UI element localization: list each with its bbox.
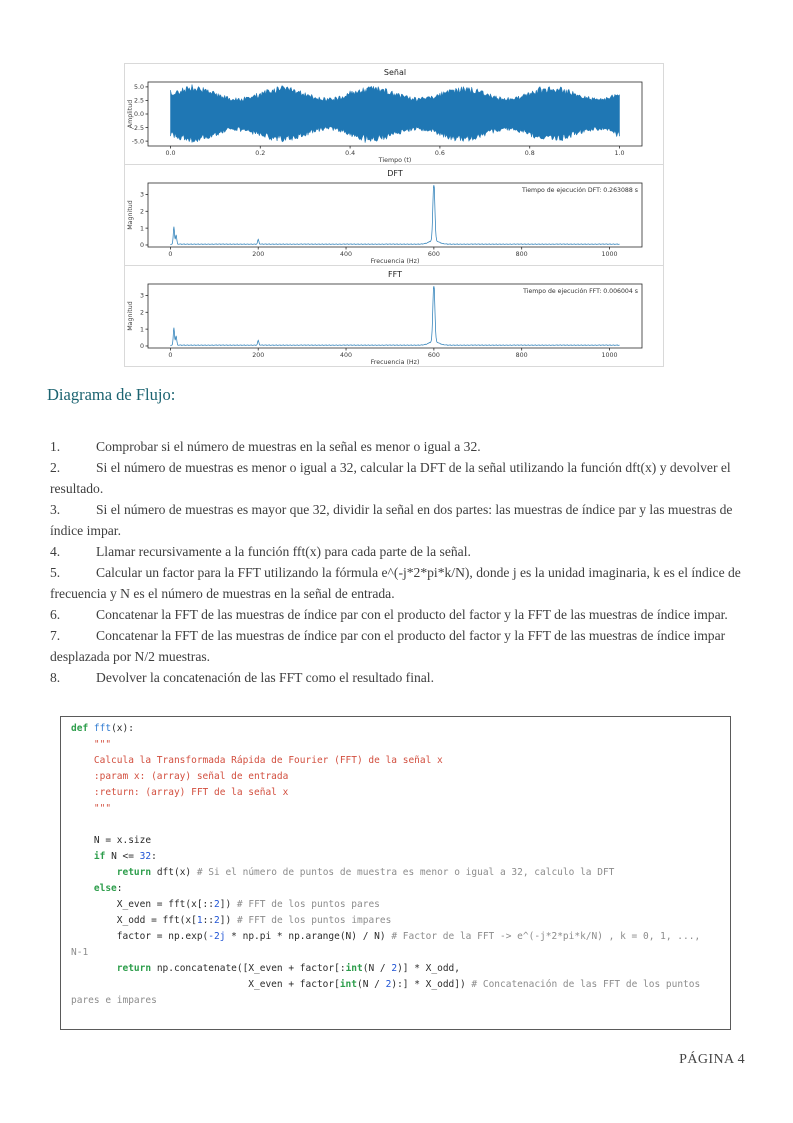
code-line: X_even + factor[int(N / 2):] * X_odd]) # Concatenación de las FFT de los puntos — [71, 979, 701, 990]
list-item — [50, 625, 747, 667]
list-item — [50, 667, 747, 688]
svg-text:2: 2 — [139, 309, 144, 317]
svg-text:400: 400 — [340, 352, 353, 359]
list-item-number: 1. — [50, 439, 61, 454]
list-item — [50, 436, 747, 457]
svg-text:0: 0 — [139, 242, 144, 250]
list-item — [50, 562, 747, 604]
list-item-number: 6. — [50, 607, 61, 622]
svg-text:Magnitud: Magnitud — [127, 200, 134, 230]
list-item — [50, 499, 747, 541]
code-line: factor = np.exp(-2j * np.pi * np.arange(N) / N) # Factor de la FFT -> e^(-j*2*pi*k/N) , k = 0, 1, ..., — [71, 931, 701, 942]
svg-text:DFT: DFT — [387, 169, 403, 178]
list-item-text: Comprobar si el número de muestras en la señal es menor o igual a 32. — [96, 439, 481, 454]
section-heading: Diagrama de Flujo: — [47, 385, 176, 404]
svg-text:0: 0 — [139, 343, 144, 351]
code-line: :return: (array) FFT de la señal x — [71, 787, 289, 798]
fft-plot — [124, 265, 664, 367]
svg-text:600: 600 — [427, 251, 440, 258]
code-line: if N <= 32: — [93, 851, 157, 862]
svg-text:Tiempo de ejecución DFT: 0.263: Tiempo de ejecución DFT: 0.263088 s — [521, 187, 638, 194]
svg-text:-5.0: -5.0 — [131, 138, 144, 146]
svg-text:1: 1 — [139, 326, 144, 334]
senal-plot-svg — [125, 64, 663, 164]
list-item-number: 7. — [50, 628, 61, 643]
list-item-number: 5. — [50, 565, 61, 580]
list-item-number: 2. — [50, 460, 61, 475]
code-line: X_odd = fft(x[1::2]) # FFT de los puntos impares — [71, 915, 392, 926]
senal-plot — [124, 63, 664, 165]
code-line: pares e impares — [71, 995, 157, 1006]
svg-text:600: 600 — [427, 352, 440, 359]
svg-text:Tiempo de ejecución FFT: 0.006: Tiempo de ejecución FFT: 0.006004 s — [523, 288, 638, 295]
dft-plot-svg — [125, 165, 663, 265]
svg-text:3: 3 — [139, 191, 144, 199]
svg-text:0.2: 0.2 — [255, 150, 266, 157]
svg-text:1000: 1000 — [601, 352, 618, 359]
dft-plot — [124, 164, 664, 266]
code-line: Calcula la Transformada Rápida de Fourier (FFT) de la señal x — [71, 755, 443, 766]
svg-text:-2.5: -2.5 — [131, 124, 144, 132]
svg-text:0.4: 0.4 — [345, 150, 356, 157]
svg-text:0.0: 0.0 — [165, 150, 176, 157]
list-item-number: 3. — [50, 502, 61, 517]
code-line: return np.concatenate([X_even + factor[:int(N / 2)] * X_odd, — [116, 963, 460, 974]
list-item-text: Devolver la concatenación de las FFT como el resultado final. — [96, 670, 434, 685]
list-item — [50, 604, 747, 625]
list-item-text: Si el número de muestras es menor o igual a 32, calcular la DFT de la señal utilizando la función dft(x) y devolver el resultado. — [50, 460, 731, 496]
svg-text:Frecuencia (Hz): Frecuencia (Hz) — [370, 258, 420, 265]
svg-text:1000: 1000 — [601, 251, 618, 258]
svg-text:3: 3 — [139, 292, 144, 300]
svg-text:Frecuencia (Hz): Frecuencia (Hz) — [370, 359, 420, 366]
svg-text:2.5: 2.5 — [133, 97, 144, 105]
code-line: """ — [71, 803, 112, 814]
svg-text:5.0: 5.0 — [133, 84, 144, 92]
list-item-number: 4. — [50, 544, 61, 559]
list-item-text: Concatenar la FFT de las muestras de índice par con el producto del factor y la FFT de las muestras de índice impar. — [96, 607, 728, 622]
python-code-block — [60, 716, 731, 1030]
code-line — [71, 817, 720, 833]
svg-text:800: 800 — [515, 251, 528, 258]
svg-text:0: 0 — [168, 251, 173, 258]
svg-text:0.8: 0.8 — [524, 150, 535, 157]
svg-text:200: 200 — [252, 352, 265, 359]
svg-text:1: 1 — [139, 225, 144, 233]
svg-text:0: 0 — [168, 352, 173, 359]
svg-text:FFT: FFT — [388, 270, 402, 279]
code-line: N = x.size — [71, 835, 152, 846]
code-line: X_even = fft(x[::2]) # FFT de los puntos pares — [71, 899, 380, 910]
code-line: else: — [93, 883, 123, 894]
list-item-number: 8. — [50, 670, 61, 685]
svg-text:0.6: 0.6 — [434, 150, 445, 157]
list-item-text: Calcular un factor para la FFT utilizando la fórmula e^(-j*2*pi*k/N), donde j es la unidad imaginaria, k es el índice de frecuencia y N es el número de muestras en la señal de entrada. — [50, 565, 741, 601]
figure-plots — [124, 63, 664, 366]
svg-text:400: 400 — [340, 251, 353, 258]
svg-text:0.0: 0.0 — [133, 111, 144, 119]
svg-text:Amplitud: Amplitud — [127, 99, 134, 129]
list-item — [50, 541, 747, 562]
svg-text:2: 2 — [139, 208, 144, 216]
algorithm-steps-list — [50, 436, 747, 688]
code-line: """ — [71, 739, 112, 750]
code-line: return dft(x) # Si el número de puntos de muestra es menor o igual a 32, calculo la DFT — [116, 867, 615, 878]
fft-plot-svg — [125, 266, 663, 366]
svg-text:200: 200 — [252, 251, 265, 258]
list-item-text: Si el número de muestras es mayor que 32, dividir la señal en dos partes: las muestras de índice par y las muestras de índice impar. — [50, 502, 733, 538]
svg-text:Magnitud: Magnitud — [127, 301, 134, 331]
page-number: PÁGINA 4 — [679, 1052, 745, 1067]
code-line: :param x: (array) señal de entrada — [71, 771, 289, 782]
svg-text:Señal: Señal — [383, 68, 407, 77]
list-item — [50, 457, 747, 499]
code-line: def fft(x): — [71, 723, 134, 734]
list-item-text: Concatenar la FFT de las muestras de índice par con el producto del factor y la FFT de las muestras de índice impar desplazada por N/2 muestras. — [50, 628, 726, 664]
list-item-text: Llamar recursivamente a la función fft(x) para cada parte de la señal. — [96, 544, 471, 559]
svg-text:Tiempo (t): Tiempo (t) — [378, 157, 412, 164]
code-line: N-1 — [71, 947, 89, 958]
svg-text:1.0: 1.0 — [614, 150, 625, 157]
svg-text:800: 800 — [515, 352, 528, 359]
